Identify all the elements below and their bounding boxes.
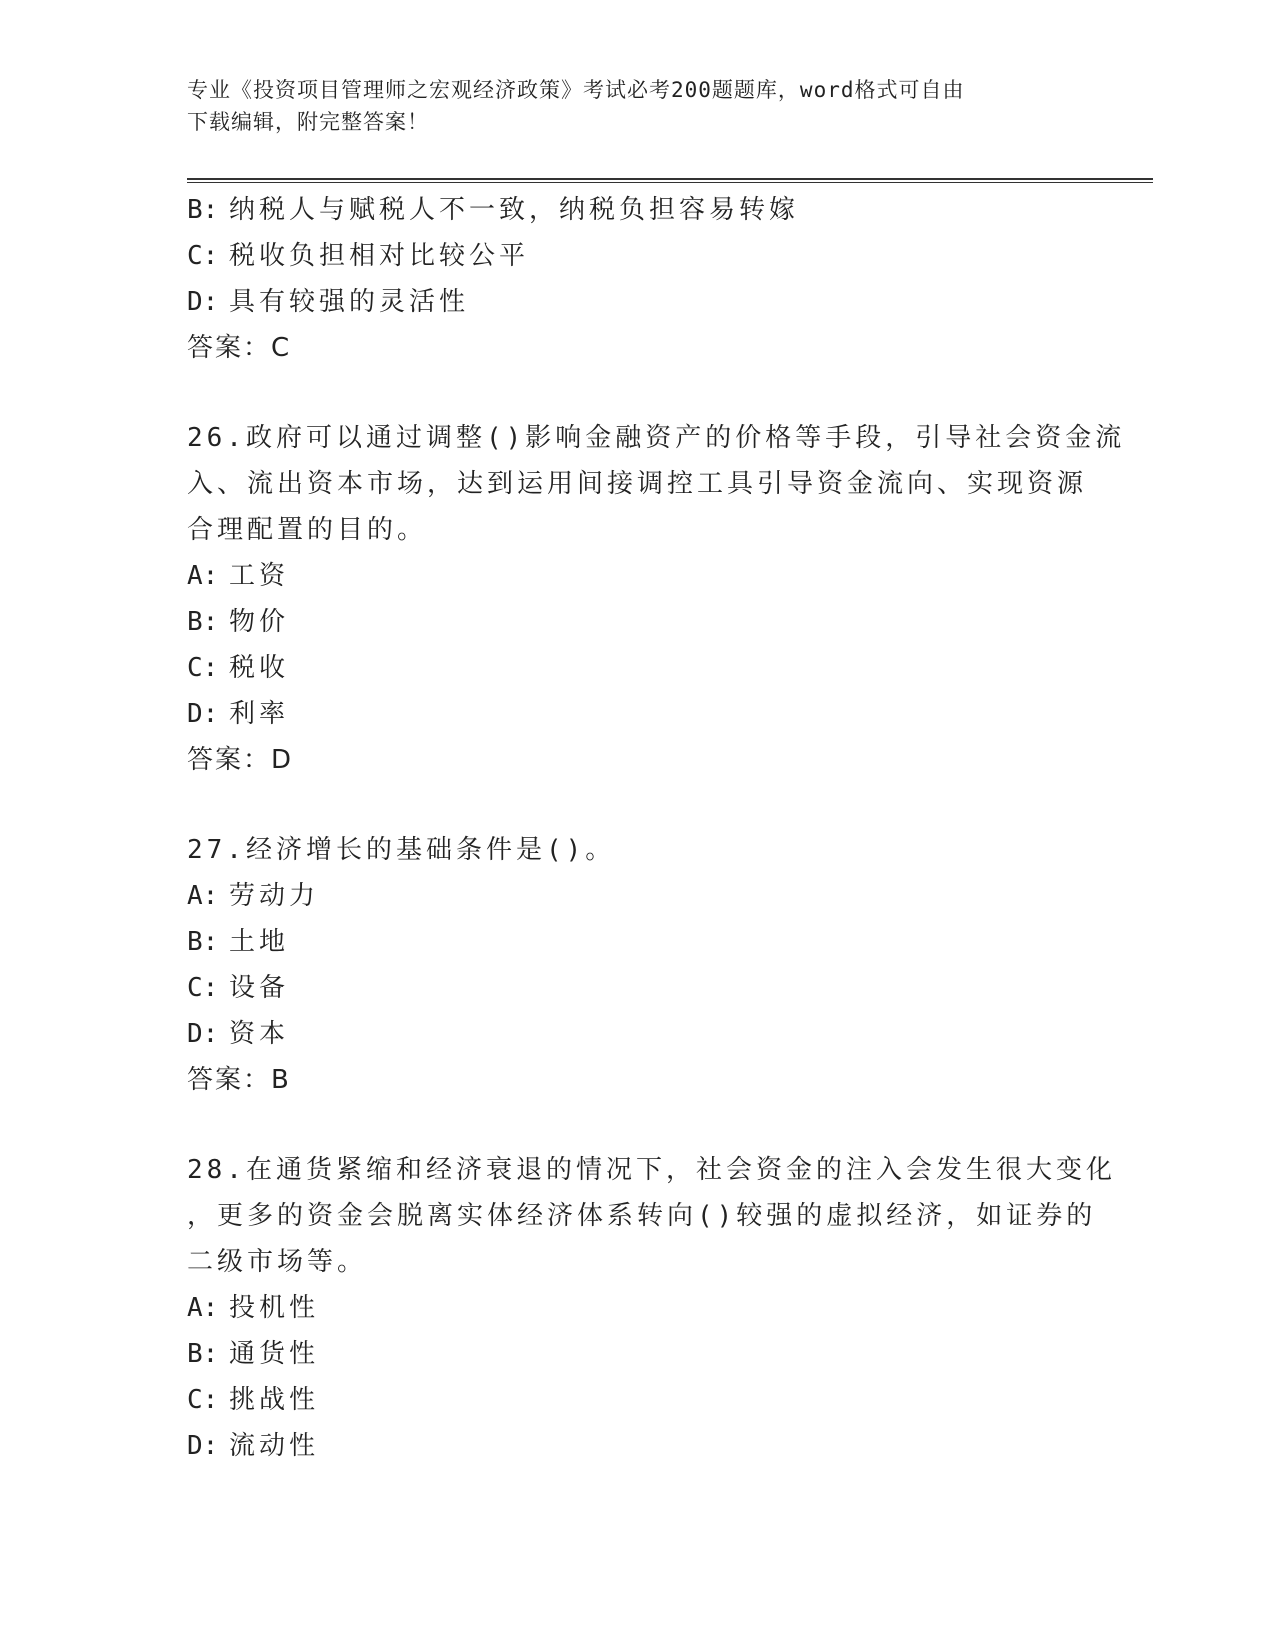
answer-line: 答案：D	[187, 745, 294, 775]
option-a	[187, 873, 1087, 919]
spacer	[187, 783, 1087, 827]
option-text: 通货性	[229, 1339, 320, 1369]
option-b	[187, 919, 1087, 965]
option-d	[187, 1011, 1087, 1057]
option-text: 利率	[229, 699, 290, 729]
option-a	[187, 553, 1087, 599]
option-b	[187, 1331, 1087, 1377]
option-text: 税收	[229, 653, 290, 683]
question-27	[187, 827, 1087, 1103]
answer-line: 答案：B	[187, 1065, 291, 1095]
option-letter: C:	[187, 241, 219, 271]
option-a	[187, 1285, 1087, 1331]
question-28	[187, 1147, 1116, 1469]
answer-line: 答案：C	[187, 333, 292, 363]
option-c	[187, 1377, 1087, 1423]
option-c	[187, 233, 1087, 279]
option-letter: C:	[187, 653, 219, 683]
option-letter: D:	[187, 1431, 219, 1461]
question-26	[187, 415, 1126, 783]
option-text: 设备	[229, 973, 290, 1003]
option-b	[187, 599, 1087, 645]
option-letter: D:	[187, 287, 219, 317]
option-text: 劳动力	[229, 881, 320, 911]
option-c	[187, 645, 1087, 691]
page-header	[187, 74, 1067, 138]
header-line-1: 专业《投资项目管理师之宏观经济政策》考试必考200题题库，word格式可自由	[187, 78, 965, 102]
option-text: 流动性	[229, 1431, 320, 1461]
header-line-2: 下载编辑，附完整答案！	[187, 110, 429, 134]
question-stem-line: 28.在通货紧缩和经济衰退的情况下，社会资金的注入会发生很大变化	[187, 1155, 1116, 1185]
option-letter: B:	[187, 1339, 219, 1369]
spacer	[187, 371, 1087, 415]
question-25-continued	[187, 187, 1087, 371]
header-divider	[187, 178, 1153, 183]
option-text: 具有较强的灵活性	[229, 287, 470, 317]
option-text: 土地	[229, 927, 290, 957]
option-letter: B:	[187, 927, 219, 957]
option-letter: A:	[187, 881, 219, 911]
option-b	[187, 187, 1087, 233]
option-letter: C:	[187, 1385, 219, 1415]
option-d	[187, 279, 1087, 325]
option-text: 工资	[229, 561, 290, 591]
spacer	[187, 1103, 1087, 1147]
option-letter: A:	[187, 561, 219, 591]
option-text: 物价	[229, 607, 290, 637]
option-letter: A:	[187, 1293, 219, 1323]
option-text: 资本	[229, 1019, 290, 1049]
document-body	[187, 187, 1126, 1469]
option-text: 挑战性	[229, 1385, 320, 1415]
option-text: 税收负担相对比较公平	[229, 241, 530, 271]
option-text: 纳税人与赋税人不一致，纳税负担容易转嫁	[229, 195, 800, 225]
question-stem-line: 27.经济增长的基础条件是()。	[187, 835, 616, 865]
option-d	[187, 1423, 1087, 1469]
question-stem-line: 合理配置的目的。	[187, 515, 428, 545]
option-text: 投机性	[229, 1293, 320, 1323]
option-c	[187, 965, 1087, 1011]
option-letter: D:	[187, 699, 219, 729]
option-letter: B:	[187, 607, 219, 637]
question-stem-line: 二级市场等。	[187, 1247, 368, 1277]
option-letter: D:	[187, 1019, 219, 1049]
option-letter: B:	[187, 195, 219, 225]
question-stem-line: 26.政府可以通过调整()影响金融资产的价格等手段，引导社会资金流	[187, 423, 1126, 453]
question-stem-line: ，更多的资金会脱离实体经济体系转向()较强的虚拟经济，如证券的	[187, 1201, 1097, 1231]
option-letter: C:	[187, 973, 219, 1003]
option-d	[187, 691, 1087, 737]
question-stem-line: 入、流出资本市场，达到运用间接调控工具引导资金流向、实现资源	[187, 469, 1088, 499]
